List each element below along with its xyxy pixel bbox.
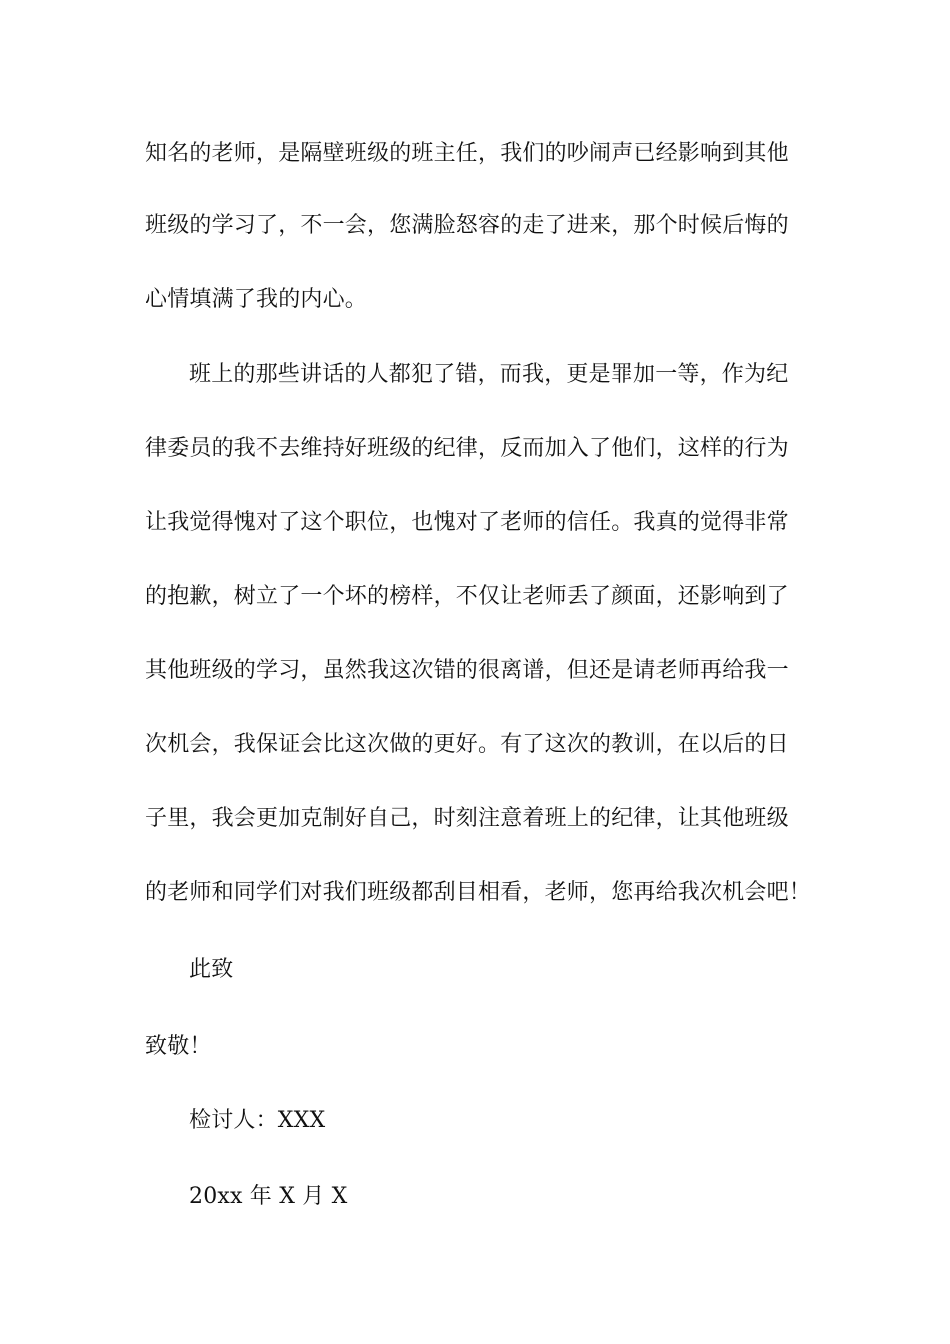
paragraph-1-line-1: 知名的老师，是隔壁班级的班主任，我们的吵闹声已经影响到其他 [145, 141, 789, 166]
paragraph-2-line-3: 让我觉得愧对了这个职位，也愧对了老师的信任。我真的觉得非常 [145, 510, 789, 535]
paragraph-1-line-3: 心情填满了我的内心。 [145, 287, 368, 312]
paragraph-2-line-2: 律委员的我不去维持好班级的纪律，反而加入了他们，这样的行为 [145, 436, 789, 461]
paragraph-2-line-8: 的老师和同学们对我们班级都刮目相看，老师，您再给我次机会吧！ [145, 880, 812, 905]
paragraph-2-line-5: 其他班级的学习，虽然我这次错的很离谱，但还是请老师再给我一 [145, 658, 789, 683]
closing-salutation: 此致 [189, 957, 234, 982]
paragraph-2-line-7: 子里，我会更加克制好自己，时刻注意着班上的纪律，让其他班级 [145, 806, 789, 831]
date-line: 20xx 年 X 月 X [189, 1184, 348, 1209]
paragraph-1-line-2: 班级的学习了，不一会，您满脸怒容的走了进来，那个时候后悔的 [145, 213, 789, 238]
signature-line: 检讨人：XXX [189, 1108, 326, 1133]
paragraph-2-line-4: 的抱歉，树立了一个坏的榜样，不仅让老师丢了颜面，还影响到了 [145, 584, 789, 609]
paragraph-2-line-6: 次机会，我保证会比这次做的更好。有了这次的教训，在以后的日 [145, 732, 789, 757]
paragraph-2-line-1: 班上的那些讲话的人都犯了错，而我，更是罪加一等，作为纪 [189, 362, 789, 387]
closing-regards: 致敬！ [145, 1034, 212, 1059]
